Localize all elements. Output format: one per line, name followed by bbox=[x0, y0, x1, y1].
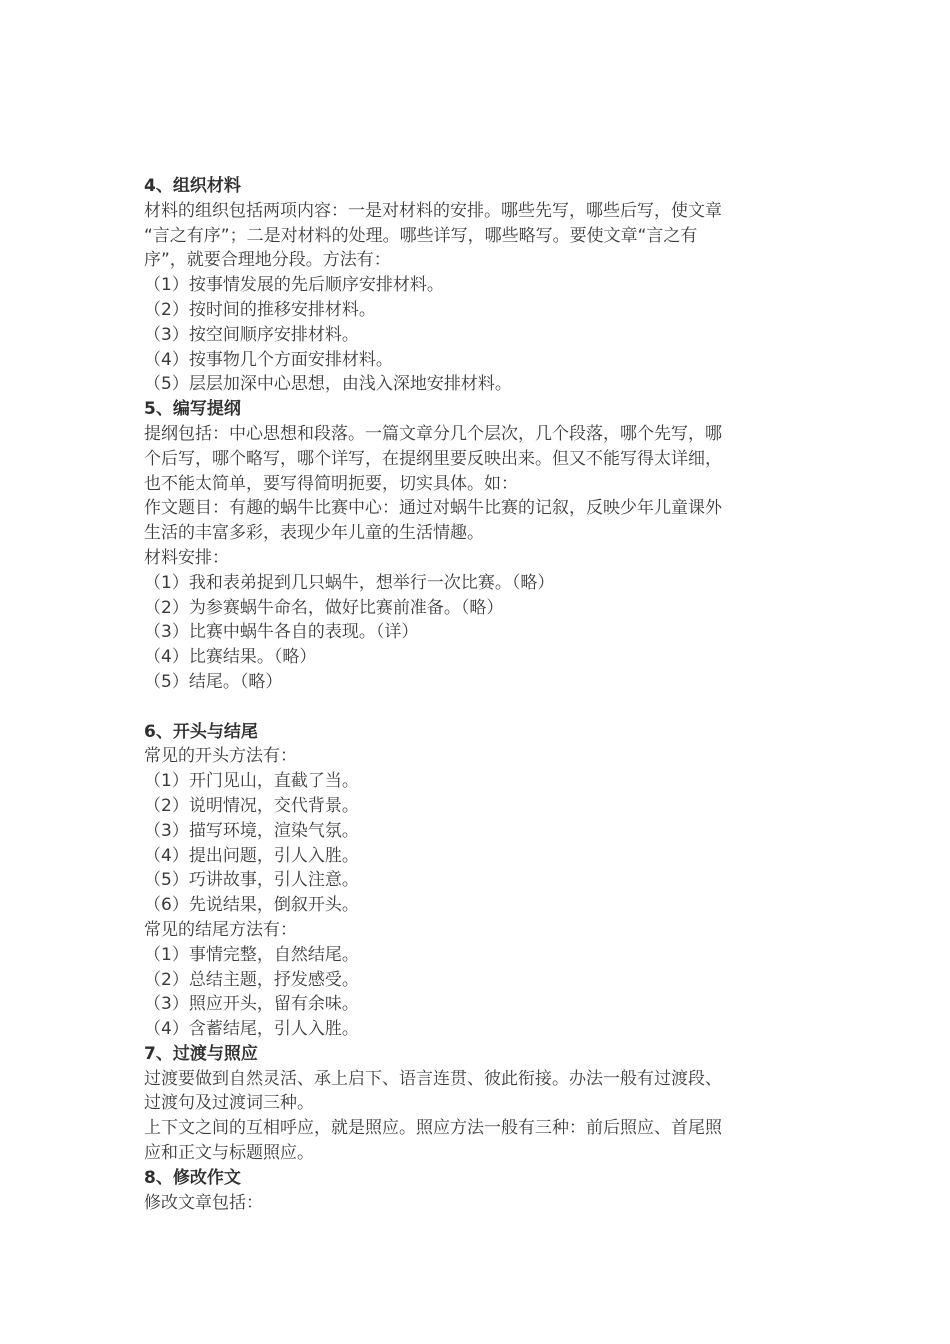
text-line: 材料的组织包括两项内容：一是对材料的安排。哪些先写，哪些后写，使文章 bbox=[144, 200, 722, 221]
text-line: 应和正文与标题照应。 bbox=[144, 1143, 314, 1164]
text-line: （3）描写环境，渲染气氛。 bbox=[144, 820, 359, 841]
text-line: 上下文之间的互相呼应，就是照应。照应方法一般有三种：前后照应、首尾照 bbox=[144, 1118, 722, 1139]
text-line: 材料安排： bbox=[144, 547, 229, 568]
text-line: （3）照应开头，留有余味。 bbox=[144, 994, 359, 1015]
blank-line bbox=[144, 695, 794, 720]
text-line: （1）我和表弟捉到几只蜗牛，想举行一次比赛。（略） bbox=[144, 572, 555, 593]
text-line: （4）按事物几个方面安排材料。 bbox=[144, 349, 393, 370]
text-line: （4）含蓄结尾，引人入胜。 bbox=[144, 1019, 359, 1040]
text-line: （4）比赛结果。（略） bbox=[144, 647, 317, 668]
text-line: （5）结尾。（略） bbox=[144, 671, 283, 692]
text-line: （6）先说结果，倒叙开头。 bbox=[144, 895, 359, 916]
text-line: 常见的开头方法有： bbox=[144, 746, 297, 767]
text-line: （3）比赛中蜗牛各自的表现。（详） bbox=[144, 622, 419, 643]
text-line: （2）为参赛蜗牛命名，做好比赛前准备。（略） bbox=[144, 597, 504, 618]
text-line: （1）开门见山，直截了当。 bbox=[144, 771, 359, 792]
text-line: （2）按时间的推移安排材料。 bbox=[144, 299, 376, 320]
text-line: （1）事情完整，自然结尾。 bbox=[144, 944, 359, 965]
text-line: 序”，就要合理地分段。方法有： bbox=[144, 250, 391, 271]
text-line: （4）提出问题，引人入胜。 bbox=[144, 845, 359, 866]
section-heading: 4、组织材料 bbox=[144, 176, 241, 196]
document-page bbox=[144, 174, 794, 1215]
text-line: 常见的结尾方法有： bbox=[144, 919, 297, 940]
text-line: 个后写，哪个略写，哪个详写，在提纲里要反映出来。但又不能写得太详细， bbox=[144, 448, 722, 469]
section-heading: 6、开头与结尾 bbox=[144, 721, 258, 742]
text-line: 生活的丰富多彩，表现少年儿童的生活情趣。 bbox=[144, 523, 484, 544]
section-heading: 7、过渡与照应 bbox=[144, 1043, 258, 1064]
text-line: “言之有序”；二是对材料的处理。哪些详写，哪些略写。要使文章“言之有 bbox=[144, 225, 698, 246]
section-heading: 8、修改作文 bbox=[144, 1167, 241, 1188]
text-line: （2）总结主题，抒发感受。 bbox=[144, 969, 359, 990]
text-line: （5）巧讲故事，引人注意。 bbox=[144, 870, 359, 891]
section-heading: 5、编写提纲 bbox=[144, 399, 241, 420]
text-line: 过渡句及过渡词三种。 bbox=[144, 1093, 314, 1114]
text-line: （3）按空间顺序安排材料。 bbox=[144, 324, 359, 345]
text-line: （2）说明情况，交代背景。 bbox=[144, 795, 359, 816]
text-line: 提纲包括：中心思想和段落。一篇文章分几个层次，几个段落，哪个先写，哪 bbox=[144, 423, 722, 444]
text-line: 过渡要做到自然灵活、承上启下、语言连贯、彼此衔接。办法一般有过渡段、 bbox=[144, 1068, 722, 1089]
text-line: 作文题目：有趣的蜗牛比赛中心：通过对蜗牛比赛的记叙，反映少年儿童课外 bbox=[144, 498, 722, 519]
text-line: 也不能太简单，要写得简明扼要，切实具体。如： bbox=[144, 473, 518, 494]
text-line: （5）层层加深中心思想，由浅入深地安排材料。 bbox=[144, 374, 512, 395]
text-line: 修改文章包括： bbox=[144, 1192, 263, 1213]
text-line: （1）按事情发展的先后顺序安排材料。 bbox=[144, 275, 444, 296]
